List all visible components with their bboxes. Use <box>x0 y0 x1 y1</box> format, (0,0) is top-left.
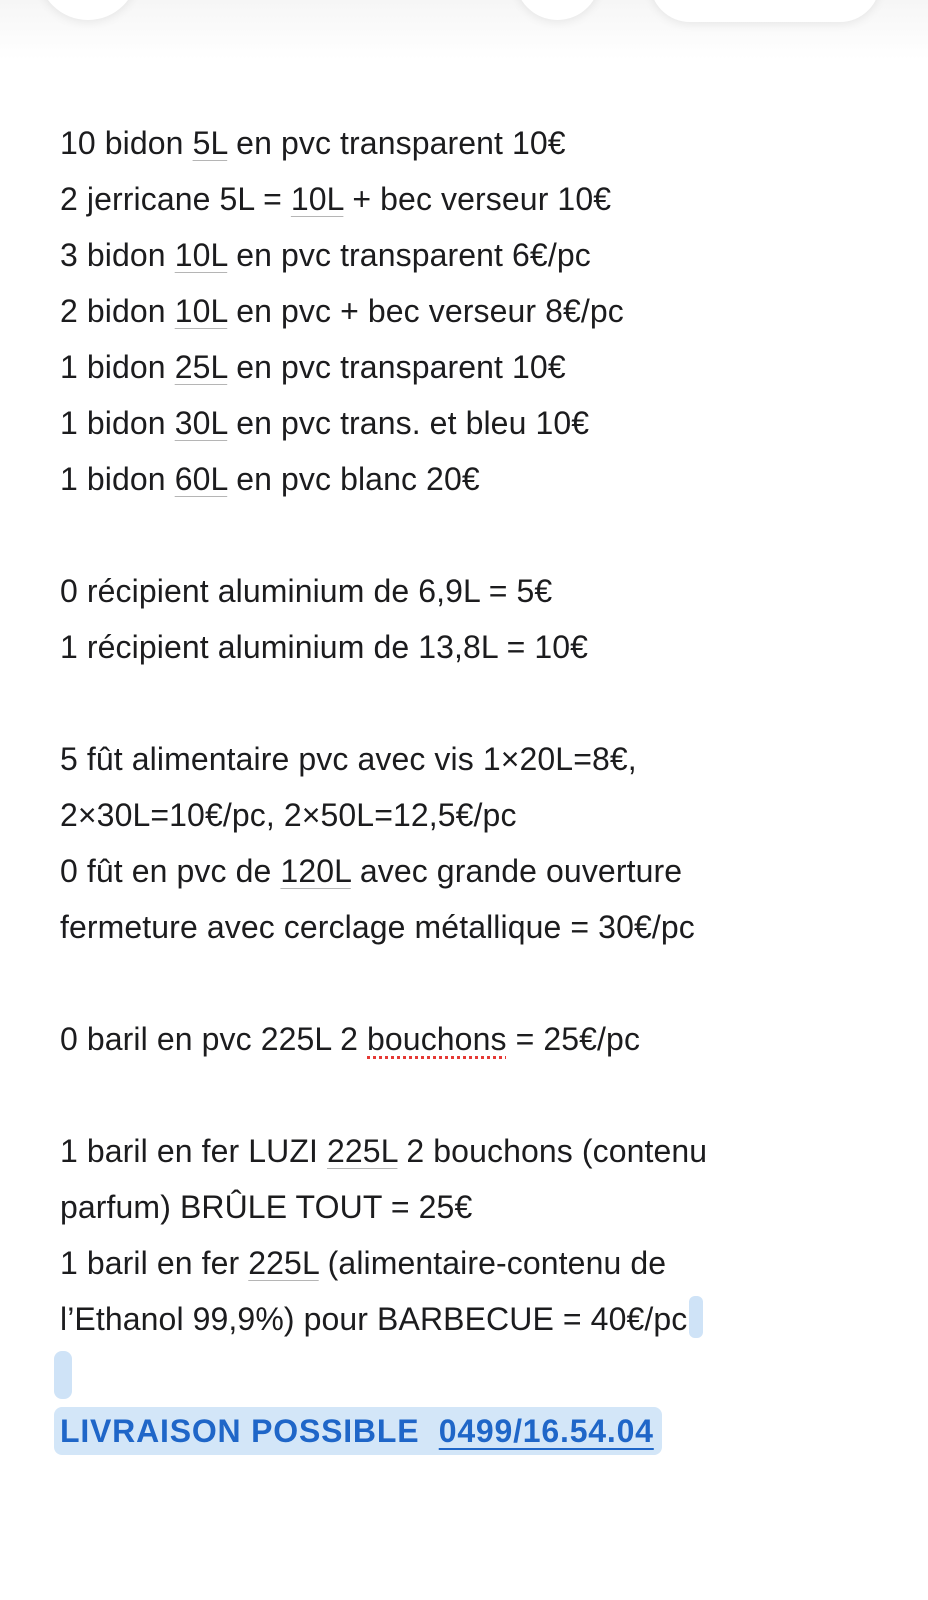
note-line: 0 fût en pvc de 120L avec grande ouverture <box>60 853 683 889</box>
selection-handle[interactable] <box>689 1296 703 1338</box>
blank-line <box>60 1067 860 1123</box>
note-line: 1 baril en fer 225L (alimentaire-contenu de <box>60 1245 667 1281</box>
toolbar-actions[interactable] <box>650 0 880 22</box>
note-line: 1 récipient aluminium de 13,8L = 10€ <box>60 629 589 665</box>
blank-line <box>60 1347 860 1403</box>
selected-text[interactable]: LIVRAISON POSSIBLE 0499/16.54.04 <box>54 1407 662 1455</box>
blank-line <box>60 675 860 731</box>
note-line: 0 récipient aluminium de 6,9L = 5€ <box>60 573 553 609</box>
note-line: 10 bidon 5L en pvc transparent 10€ <box>60 125 566 161</box>
note-line: 0 baril en pvc 225L 2 bouchons = 25€/pc <box>60 1021 641 1057</box>
share-button[interactable] <box>515 0 600 20</box>
back-button[interactable] <box>38 0 138 20</box>
spelling-error-word: bouchons <box>367 1021 507 1057</box>
note-line: 1 baril en fer LUZI 225L 2 bouchons (contenu <box>60 1133 708 1169</box>
top-toolbar <box>0 0 928 60</box>
blank-line <box>60 955 860 1011</box>
note-line: fermeture avec cerclage métallique = 30€/pc <box>60 909 695 945</box>
note-line: parfum) BRÛLE TOUT = 25€ <box>60 1189 473 1225</box>
note-line: 1 bidon 30L en pvc trans. et bleu 10€ <box>60 405 590 441</box>
note-line: 2 bidon 10L en pvc + bec verseur 8€/pc <box>60 293 624 329</box>
note-line: 2 jerricane 5L = 10L + bec verseur 10€ <box>60 181 612 217</box>
note-line: 1 bidon 60L en pvc blanc 20€ <box>60 461 480 497</box>
text-cursor[interactable] <box>54 1351 72 1399</box>
note-line: 2×30L=10€/pc, 2×50L=12,5€/pc <box>60 797 517 833</box>
note-line: 1 bidon 25L en pvc transparent 10€ <box>60 349 566 385</box>
note-body[interactable] <box>60 115 860 1459</box>
note-line: 5 fût alimentaire pvc avec vis 1×20L=8€, <box>60 741 637 777</box>
note-line: 3 bidon 10L en pvc transparent 6€/pc <box>60 237 591 273</box>
blank-line <box>60 507 860 563</box>
note-line: l’Ethanol 99,9%) pour BARBECUE = 40€/pc <box>60 1291 860 1347</box>
delivery-line <box>60 1403 860 1459</box>
phone-link[interactable]: 0499/16.54.04 <box>438 1413 654 1449</box>
